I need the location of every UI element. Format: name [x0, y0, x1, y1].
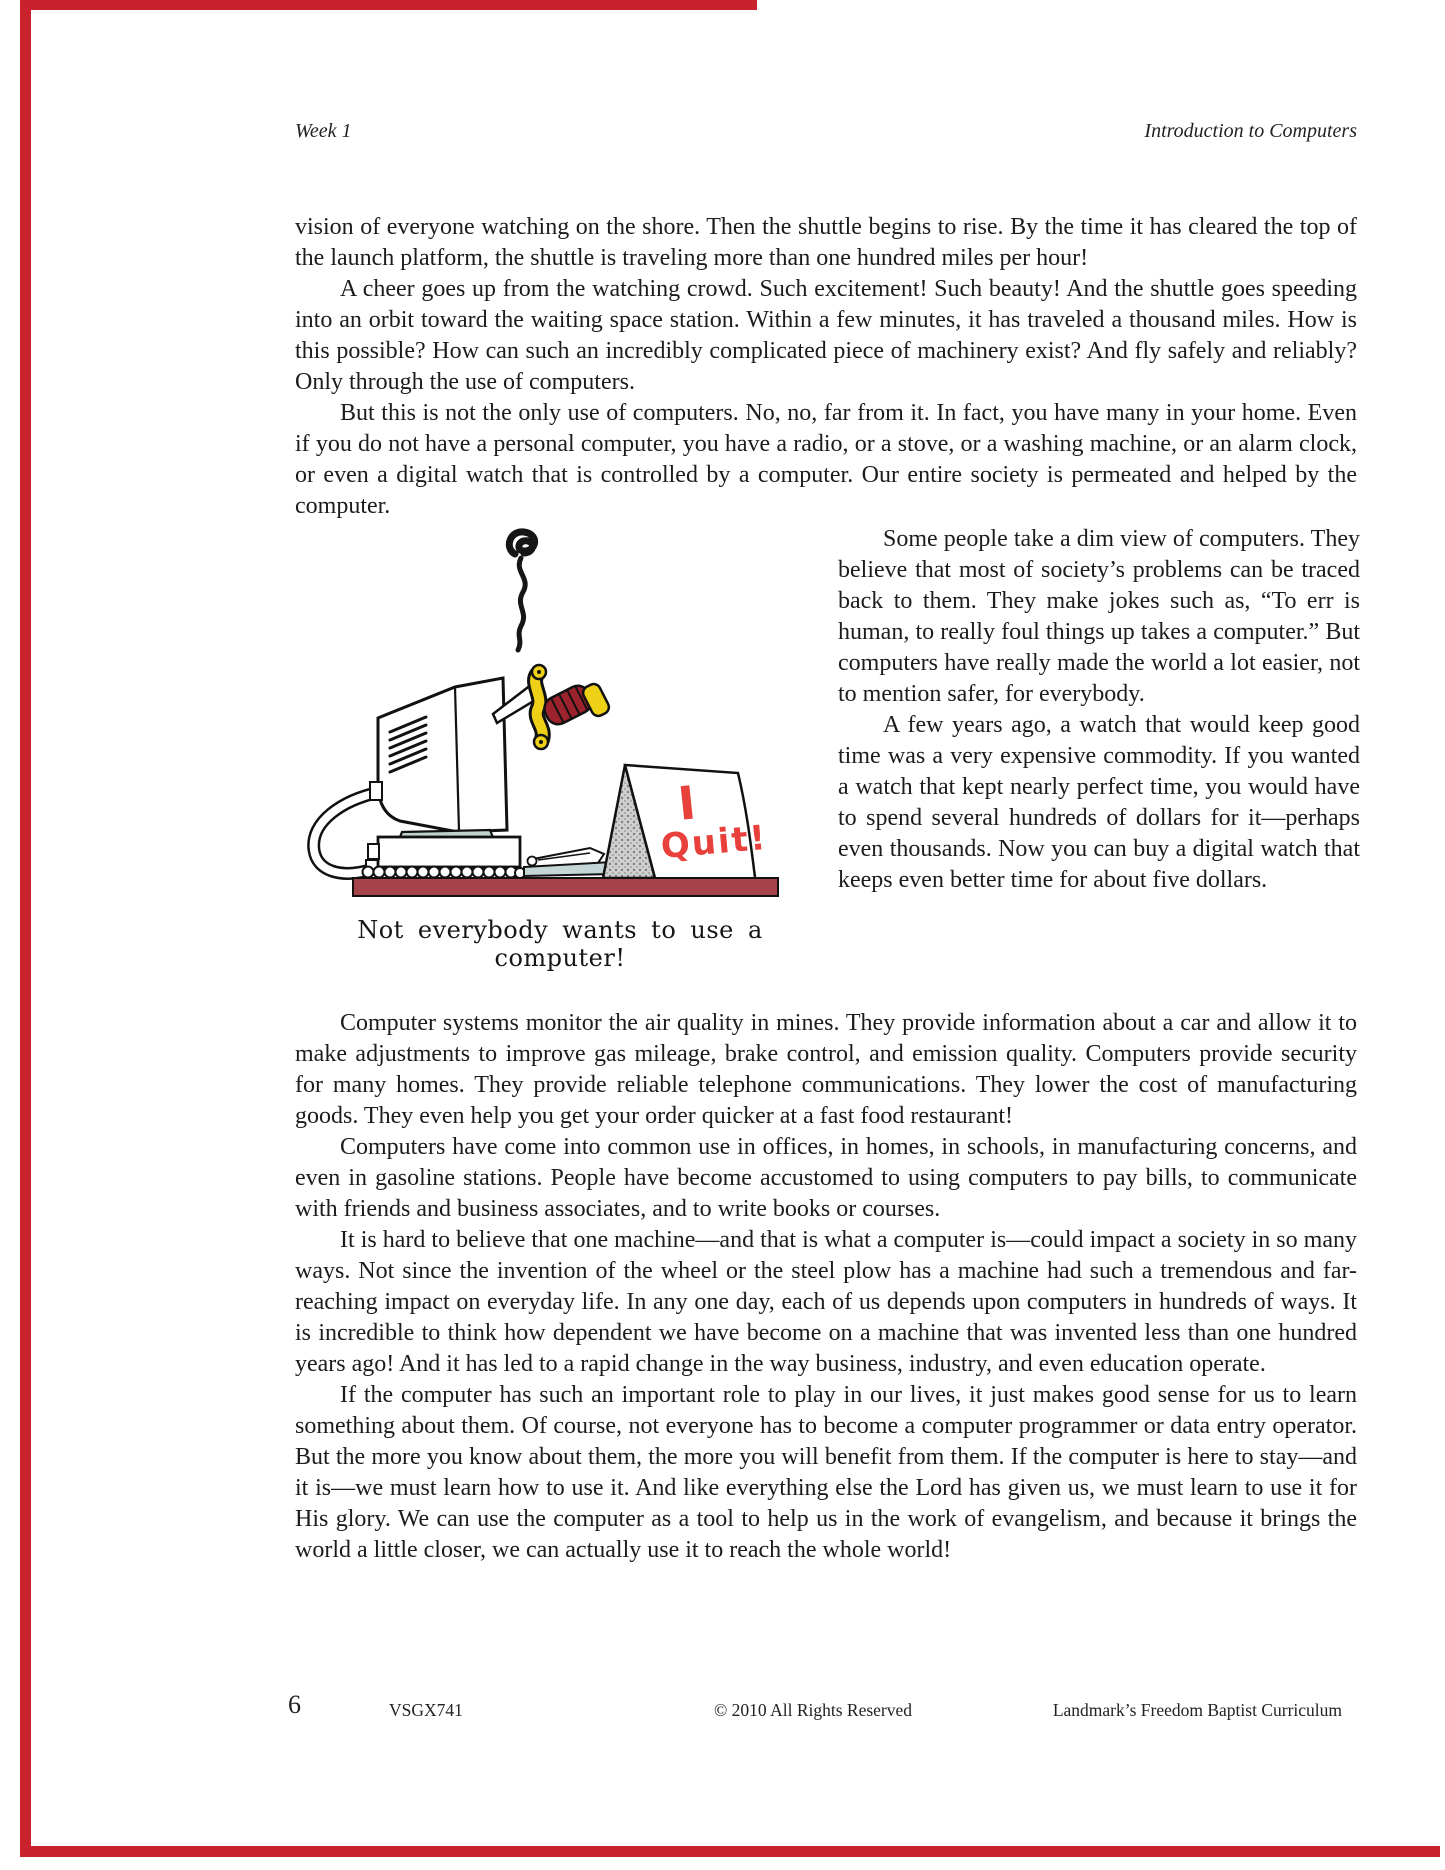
- copyright-notice: © 2010 All Rights Reserved: [714, 1700, 913, 1720]
- course-code: VSGX741: [389, 1700, 463, 1720]
- computer-cartoon: [290, 520, 830, 920]
- scan-border-top: [22, 0, 757, 10]
- paragraph: Computer systems monitor the air quality in mines. They provide information about a car and allow it to make adjustments to improve gas mileage, brake control, and emission quality. Computers provide security for many homes. They provide reliable telephone communications. They lower the cost of manufacturing goods. They even help you get your order quicker at a fast food restaurant!: [295, 1010, 1357, 1129]
- paragraph: A few years ago, a watch that would keep good time was a very expensive commodity. If you wanted a watch that kept nearly perfect time, you would have to spend several hundreds of dollars for it—perhaps even thousands. Now you can buy a digital watch that keeps even better time for about five dollars.: [838, 712, 1360, 893]
- keyboard-coil: [363, 867, 526, 879]
- body-text-bottom: [295, 1008, 1357, 1566]
- paragraph: Some people take a dim view of computers. They believe that most of society’s problems can be traced back to them. They make jokes such as, “To err is human, to really foul things up takes a computer.” But computers have really made the world a lot easier, not to mention safer, for everybody.: [838, 526, 1360, 707]
- paragraph: It is hard to believe that one machine—and that is what a computer is—could impact a society in so many ways. Not since the invention of the wheel or the steel plow has a machine had such a tremendous and far-reaching impact on everyday life. In any one day, each of us depends upon computers in hundreds of ways. It is incredible to think how dependent we have become on a machine that was invented less than one hundred years ago! And it has led to a rapid change in the way business, industry, and even education operate.: [295, 1227, 1357, 1377]
- desk-surface: [353, 878, 778, 896]
- monitor-cable: [314, 792, 382, 874]
- paragraph: Computers have come into common use in offices, in homes, in schools, in manufacturing concerns, and even in gasoline stations. People have become accustomed to using computers to pay bills, to communicate with friends and business associates, and to write books or courses.: [295, 1134, 1357, 1222]
- illustration-caption: Not everybody wants to use a computer!: [357, 916, 763, 972]
- paragraph: vision of everyone watching on the shore. Then the shuttle begins to rise. By the time it has cleared the top of the launch platform, the shuttle is traveling more than one hundred miles per hour!: [295, 214, 1357, 271]
- body-text-right-column: [838, 524, 1360, 896]
- scan-border-left: [20, 0, 31, 1857]
- smoke-icon: [509, 532, 534, 650]
- monitor: [370, 678, 507, 851]
- quit-sign: [603, 765, 769, 893]
- running-header-week: Week 1: [295, 120, 352, 142]
- dagger-icon: [493, 665, 611, 749]
- quit-sign-line2: Quit!: [659, 817, 769, 867]
- computer-cpu: [368, 837, 520, 867]
- publisher-name: Landmark’s Freedom Baptist Curriculum: [1052, 1700, 1342, 1720]
- quit-sign-line1: I: [675, 775, 699, 831]
- paragraph: If the computer has such an important role to play in our lives, it just makes good sense for us to learn something about them. Of course, not everyone has to become a computer programmer or data entry operator. But the more you know about them, the more you will benefit from them. If the computer is here to stay—and it is—we must learn how to use it. And like everything else the Lord has given us, we must learn to use it for His glory. We can use the computer as a tool to help us in the work of evangelism, and because it brings the world a little closer, we can actually use it to reach the whole world!: [295, 1382, 1357, 1563]
- scan-border-bottom: [20, 1846, 1440, 1857]
- page-number: 6: [288, 1690, 301, 1719]
- running-header-title: Introduction to Computers: [1144, 120, 1357, 142]
- paragraph: But this is not the only use of computers. No, no, far from it. In fact, you have many in your home. Even if you do not have a personal computer, you have a radio, or a stove, or a washing machine, or an alarm clock, or even a digital watch that is controlled by a computer. Our entire society is permeated and helped by the computer.: [295, 400, 1357, 519]
- paragraph: A cheer goes up from the watching crowd. Such excitement! Such beauty! And the shuttle goes speeding into an orbit toward the waiting space station. Within a few minutes, it has traveled a thousand miles. How is this possible? How can such an incredibly complicated piece of machinery exist? And fly safely and reliably? Only through the use of computers.: [295, 276, 1357, 395]
- papers-and-pad: [524, 848, 612, 876]
- body-text-top: [295, 212, 1357, 522]
